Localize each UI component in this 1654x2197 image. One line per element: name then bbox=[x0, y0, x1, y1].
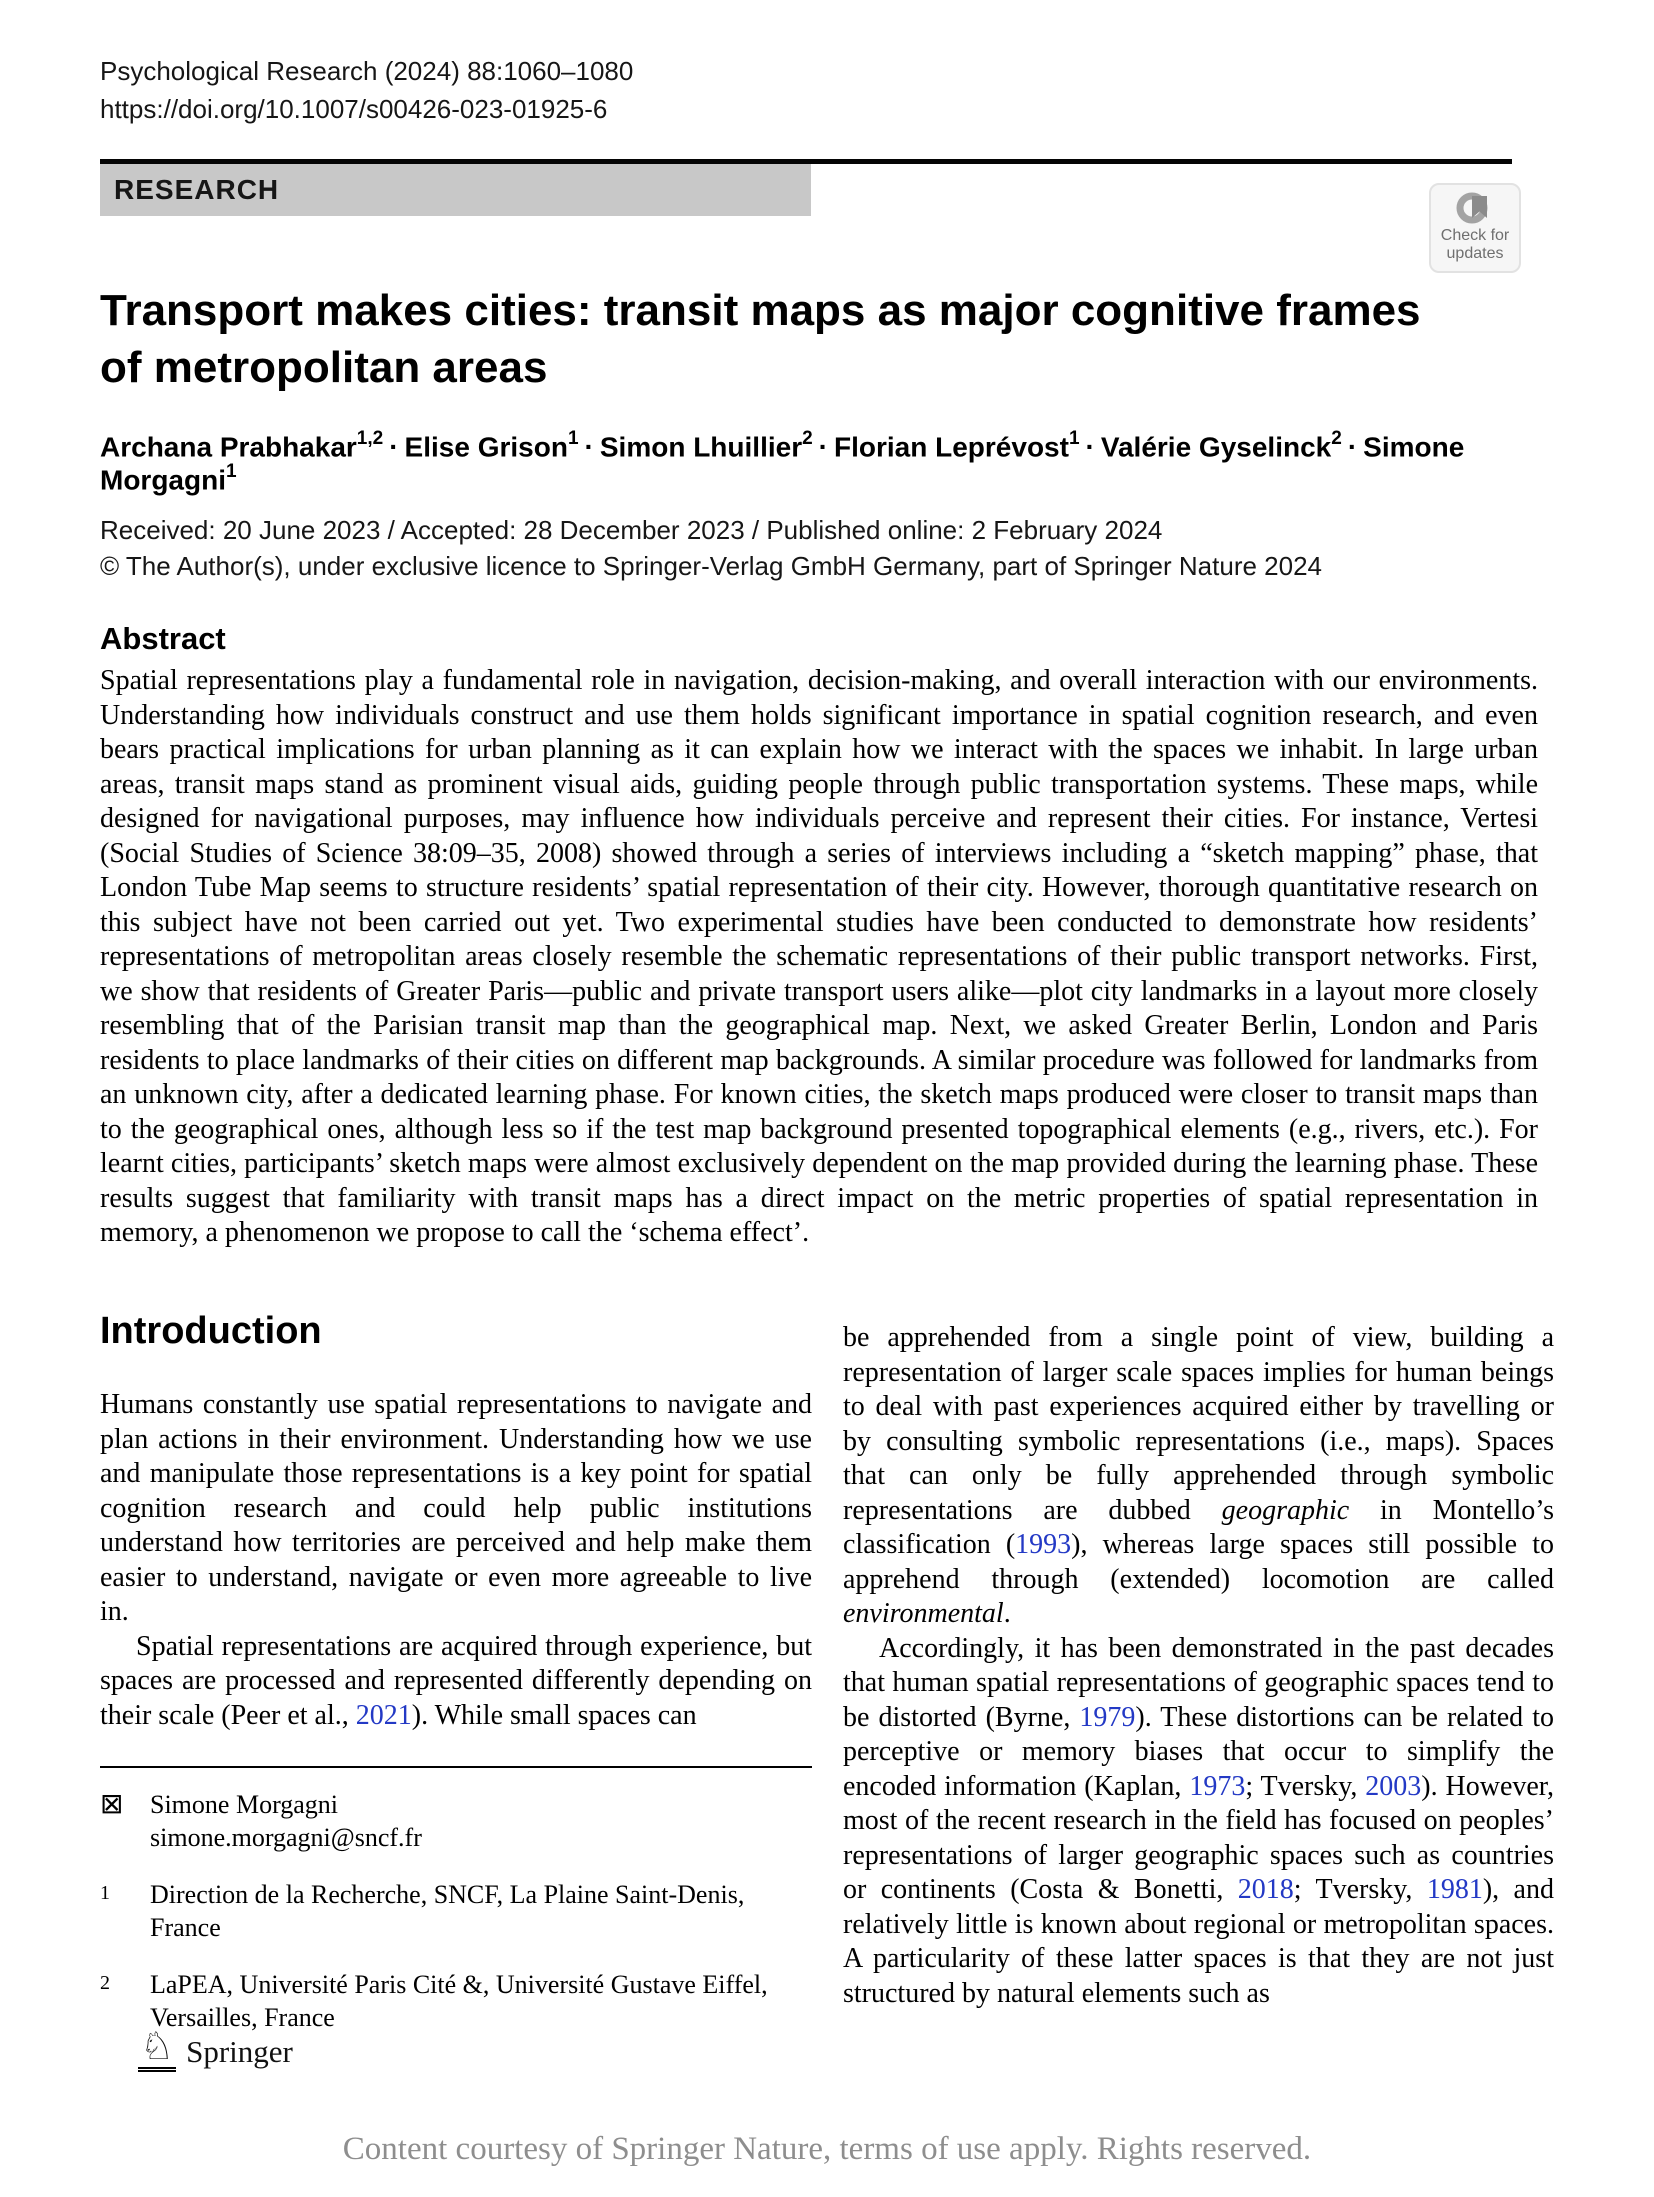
affiliation-list bbox=[100, 1878, 812, 2034]
author-name: Simone Morgagni bbox=[100, 431, 1465, 496]
correspondence-row bbox=[100, 1788, 812, 1821]
citation-link[interactable]: 1979 bbox=[1079, 1701, 1136, 1733]
citation-link[interactable]: 2003 bbox=[1365, 1770, 1422, 1802]
left-column bbox=[100, 1388, 812, 1733]
citation-link[interactable]: 1993 bbox=[1015, 1529, 1072, 1560]
journal-header bbox=[100, 52, 633, 128]
affiliation-footnote: 1 Direction de la Recherche, SNCF, La Plaine Saint-Denis, France bbox=[100, 1880, 745, 1942]
springer-logo bbox=[138, 2026, 293, 2072]
footnote-rule bbox=[100, 1766, 812, 1768]
badge-line2: updates bbox=[1446, 245, 1504, 262]
intro-paragraph-2: Spatial representations are acquired through experience, but spaces are processed and represented differently depending on their scale (Peer et al., 2021). While small spaces can bbox=[100, 1630, 812, 1731]
intro-paragraph-3: be apprehended from a single point of view, building a representation of larger scale spaces implies for human beings to deal with past experiences acquired either by travelling or by consulting symbolic representations (i.e., maps). Spaces that can only be fully apprehended through symbolic representations are dubbed geographic in Montello’s classification (1993), whereas large spaces still possible to apprehend through (extended) locomotion are called environmental. bbox=[843, 1322, 1554, 1629]
rights-notice: Content courtesy of Springer Nature, terms of use apply. Rights reserved. bbox=[342, 2131, 1312, 2167]
publication-dates bbox=[100, 512, 1322, 584]
citation-link[interactable]: 2021 bbox=[355, 1699, 412, 1731]
abstract-text: Spatial representations play a fundamental role in navigation, decision-making, and overall interaction with our environments. Understanding how individuals construct and use them holds significant importance in spatial cognition research, and even bears practical implications for urban planning as it can explain how we interact with the spaces we inhabit. In large urban areas, transit maps stand as prominent visual aids, guiding people through public transportation systems. These maps, while designed for navigational purposes, may influence how individuals perceive and represent their cities. For instance, Vertesi (Social Studies of Science 38:09–35, 2008) showed through a series of interviews including a “sketch mapping” phase, that London Tube Map seems to structure residents’ spatial representation of their city. However, thorough quantitative research on this subject have not been carried out yet. Two experimental studies have been conducted to demonstrate how residents’ representations of metropolitan areas closely resemble the schematic representations of their public transport networks. First, we show that residents of Greater Paris—public and private transport users alike—plot city landmarks in a layout more closely resembling that of the Parisian transit map than the geographical map. Next, we asked Greater Berlin, London and Paris residents to place landmarks of their cities on different map backgrounds. A similar procedure was followed for landmarks from an unknown city, after a dedicated learning phase. For known cities, the sketch maps produced were closer to transit maps than to the geographical ones, although less so if the test map background presented topographical elements (e.g., rivers, etc.). For learnt cities, participants’ sketch maps were almost exclusively dependent on the map provided during the learning phase. These results suggest that familiarity with transit maps has a direct impact on the metric properties of spatial representation in memory, a phenomenon we propose to call the ‘schema effect’. bbox=[100, 665, 1538, 1248]
right-column bbox=[843, 1321, 1554, 2011]
correspondence-email[interactable]: simone.morgagni@sncf.fr bbox=[150, 1823, 422, 1852]
author-name: Elise Grison bbox=[404, 431, 568, 463]
intro-paragraph-4: Accordingly, it has been demonstrated in the past decades that human spatial representations of geographic spaces tend to be distorted (Byrne, 1979). These distortions can be related to perceptive or memory biases that occur to simplify the encoded information (Kaplan, 1973; Tversky, 2003). However, most of the recent research in the field has focused on peoples’ representations of larger geographic spaces such as countries or continents (Costa & Bonetti, 2018; Tversky, 1981), and relatively little is known about regional or metropolitan spaces. A particularity of these latter spaces is that they are not just structured by natural elements such as bbox=[843, 1632, 1555, 2009]
check-updates-badge[interactable] bbox=[1429, 183, 1521, 273]
citation-link[interactable]: 1973 bbox=[1189, 1770, 1246, 1802]
intro-paragraph-1: Humans constantly use spatial representations to navigate and plan actions in their environment. Understanding how we use and manipulate those representations is a key point for spatial cognition research and could help public institutions understand how territories are perceived and help make them easier to understand, navigate or even more agreeable to live in. bbox=[100, 1389, 812, 1627]
springer-horse-icon: ♘ bbox=[138, 2026, 176, 2072]
envelope-icon: ⊠ bbox=[100, 1789, 124, 1820]
doi-link[interactable]: https://doi.org/10.1007/s00426-023-01925-6 bbox=[100, 94, 608, 124]
author-name: Simon Lhuillier bbox=[599, 431, 803, 463]
abstract-heading: Abstract bbox=[100, 621, 226, 656]
check-updates-icon bbox=[1455, 189, 1495, 227]
received-line: Received: 20 June 2023 / Accepted: 28 December 2023 / Published online: 2 February 2024 bbox=[100, 515, 1163, 545]
correspondence-name: Simone Morgagni bbox=[150, 1790, 339, 1819]
copyright-line: © The Author(s), under exclusive licence to Springer-Verlag GmbH Germany, part of Springer Nature 2024 bbox=[100, 551, 1322, 581]
introduction-heading: Introduction bbox=[100, 1310, 322, 1352]
badge-line1: Check for bbox=[1440, 227, 1510, 244]
author-name: Archana Prabhakar bbox=[100, 431, 357, 463]
authors-line: Archana Prabhakar$^{1,2}$ · Elise Grison$^1$ · Simon Lhuillier$^2$ · Florian Leprévost$^1$ · Valérie Gyselinck$^2$ · Simone Morgagni$^1$ bbox=[100, 428, 1465, 496]
affiliation-footnote: 2 LaPEA, Université Paris Cité &, Université Gustave Eiffel, Versailles, France bbox=[100, 1970, 768, 2032]
springer-wordmark: Springer bbox=[186, 2034, 293, 2069]
citation-link[interactable]: 1981 bbox=[1426, 1874, 1483, 1905]
page-title: Transport makes cities: transit maps as major cognitive frames of metropolitan areas bbox=[100, 286, 1421, 392]
author-name: Florian Leprévost bbox=[834, 431, 1069, 463]
article-type-band bbox=[100, 164, 811, 216]
citation-link[interactable]: 2018 bbox=[1237, 1874, 1294, 1905]
journal-ref: Psychological Research (2024) 88:1060–1080 bbox=[100, 56, 634, 86]
footnotes-block bbox=[100, 1788, 812, 2034]
article-type-label: RESEARCH bbox=[114, 174, 280, 205]
author-name: Valérie Gyselinck bbox=[1100, 431, 1332, 463]
